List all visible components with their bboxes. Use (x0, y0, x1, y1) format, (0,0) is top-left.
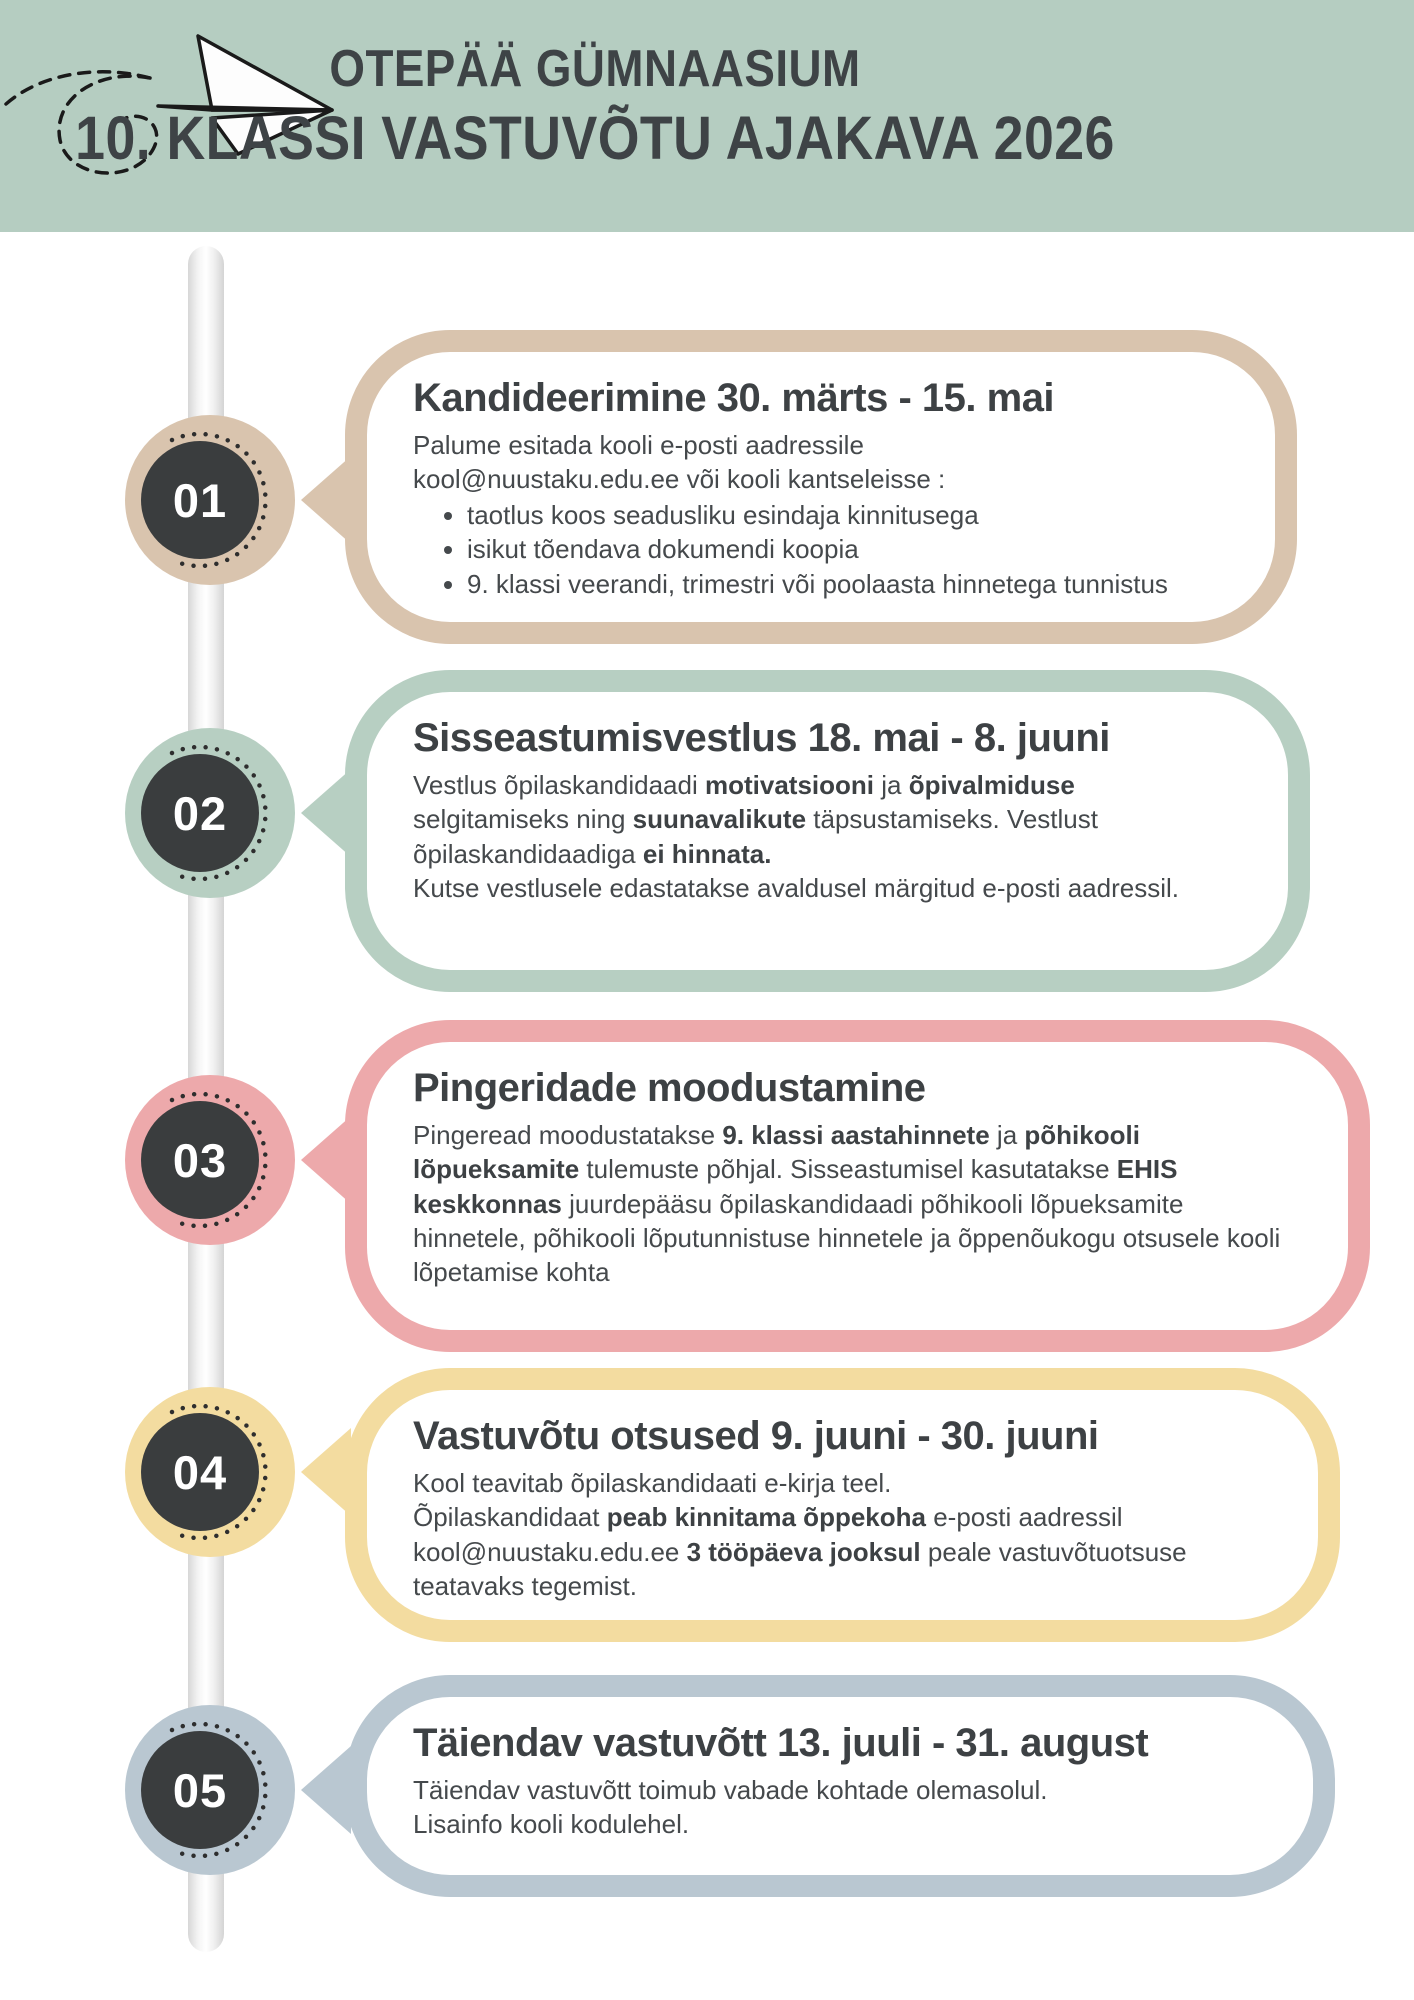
card-heading: Sisseastumisvestlus 18. mai - 8. juuni (413, 716, 1110, 760)
header (0, 0, 1414, 232)
card-sisseastumisvestlus (345, 670, 1310, 992)
card-pointer (301, 456, 351, 544)
card-body: Palume esitada kooli e-posti aadressile kool@nuustaku.edu.ee või kooli kantseleisse : (413, 430, 946, 495)
card-bullets: • taotlus koos seadusliku esindaja kinnitusega • isikut tõendava dokumendi koopia • 9. klassi veerandi, trimestri või poolaasta hinnetega tunnistus (367, 499, 1275, 602)
step-number: 01 (172, 473, 228, 527)
step-number: 02 (172, 786, 228, 840)
timeline-step-04 (125, 1387, 295, 1557)
step-number: 04 (172, 1445, 228, 1499)
school-name: OTEPÄÄ GÜMNAASIUM (329, 40, 861, 98)
card-body: Täiendav vastuvõtt toimub vabade kohtade olemasolul. Lisainfo kooli kodulehel. (413, 1775, 1048, 1840)
card-pointer (301, 1116, 351, 1204)
card-body: Vestlus õpilaskandidaadi motivatsiooni ja õpivalmiduse selgitamiseks ning suunavalikute täpsustamiseks. Vestlust õpilaskandidaadiga ei hinnata. Kutse vestlusele edastatakse avaldusel märgitud e-posti aadressil. (413, 770, 1179, 903)
card-heading: Vastuvõtu otsused 9. juuni - 30. juuni (413, 1414, 1099, 1458)
card-body: Pingeread moodustatakse 9. klassi aastahinnete ja põhikooli lõpueksamite tulemuste põhjal. Sisseastumisel kasutatakse EHIS keskkonnas juurdepääsu õpilaskandidaadi põhikooli lõpueksamite hinnetele, põhikooli lõputunnistuse hinnetele ja õppenõukogu otsusele kooli lõpetamise kohta (413, 1120, 1281, 1288)
step-circle (141, 1101, 259, 1219)
timeline-step-03 (125, 1075, 295, 1245)
step-circle (141, 441, 259, 559)
timeline-step-02 (125, 728, 295, 898)
step-circle (141, 1731, 259, 1849)
timeline-step-01 (125, 415, 295, 585)
step-number: 03 (172, 1133, 228, 1187)
page-title (0, 40, 1190, 173)
card-heading: Kandideerimine 30. märts - 15. mai (413, 376, 1055, 420)
card-vastuvotu-otsused (345, 1368, 1340, 1642)
card-body: Kool teavitab õpilaskandidaati e-kirja teel. Õpilaskandidaat peab kinnitama õppekoha e-posti aadressil kool@nuustaku.edu.ee 3 tööpäeva jooksul peale vastuvõtuotsuse teatavaks tegemist. (413, 1468, 1187, 1601)
card-pointer (301, 1428, 351, 1516)
card-pingeridade-moodustamine (345, 1020, 1370, 1352)
card-pointer (301, 1746, 351, 1834)
card-pointer (301, 769, 351, 857)
card-heading: Pingeridade moodustamine (413, 1066, 926, 1110)
timeline-step-05 (125, 1705, 295, 1875)
step-number: 05 (172, 1763, 228, 1817)
card-kandideerimine (345, 330, 1297, 644)
page-subtitle: 10. KLASSI VASTUVÕTU AJAKAVA 2026 (75, 104, 1115, 173)
card-heading: Täiendav vastuvõtt 13. juuli - 31. august (413, 1721, 1149, 1765)
step-circle (141, 1413, 259, 1531)
card-taiendav-vastuvott (345, 1675, 1335, 1897)
step-circle (141, 754, 259, 872)
